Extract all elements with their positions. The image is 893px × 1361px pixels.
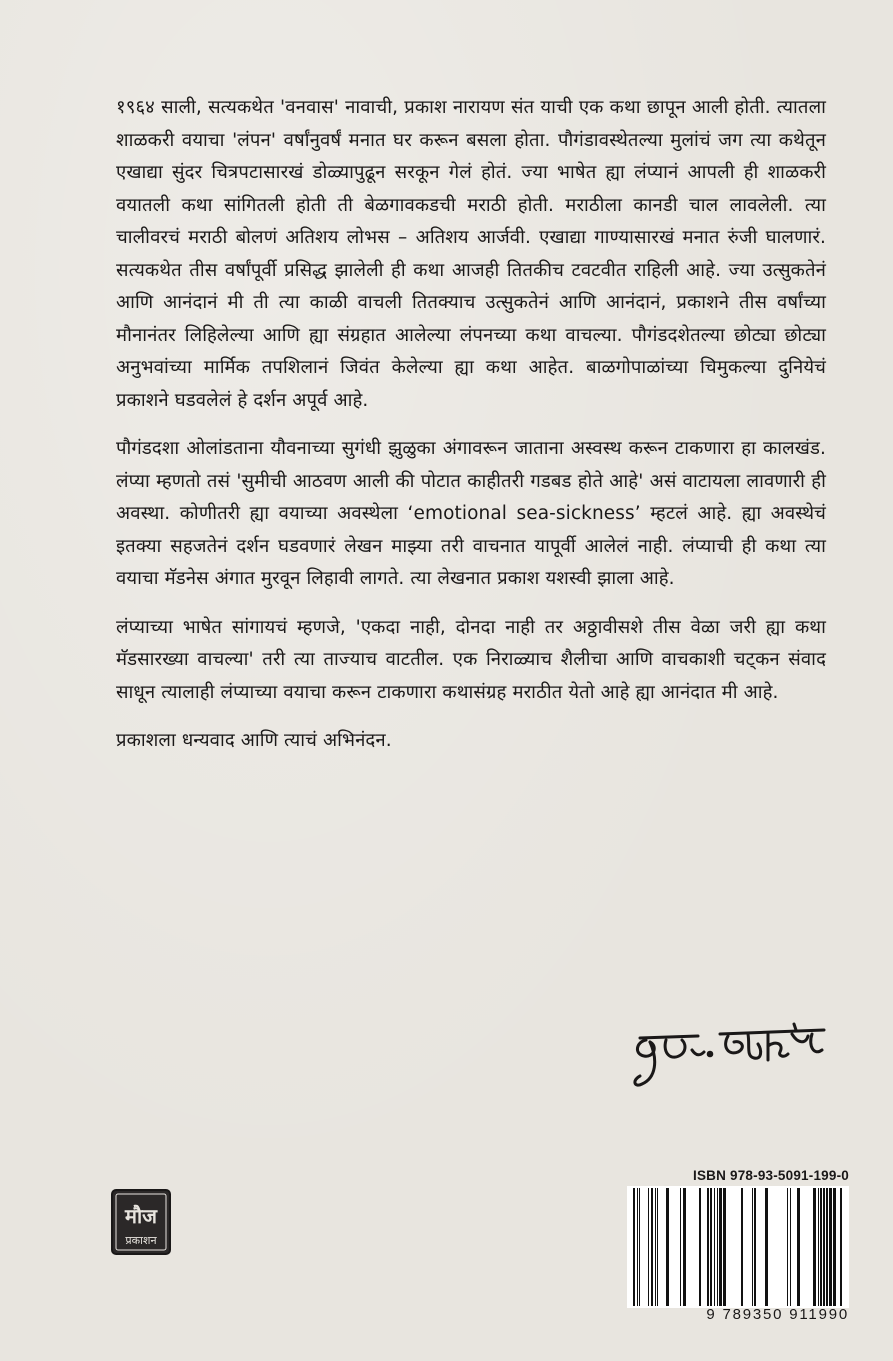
blurb-paragraph-3: लंप्याच्या भाषेत सांगायचं म्हणजे, 'एकदा नाही, दोनदा नाही तर अठ्ठावीसशे तीस वेळा जरी ह्या कथा मॅडसारख्या वाचल्या' तरी त्या ताज्याच वाटतील. एक निराळ्याच शैलीचा आणि वाचकाशी चट्कन संवाद साधून त्यालाही लंप्याच्या वयाचा करून टाकणारा कथासंग्रह मराठीत येतो आहे ह्या आनंदात मी आहे.: [116, 616, 826, 703]
blurb-paragraph-2: पौगंडदशा ओलांडताना यौवनाच्या सुगंधी झुळुका अंगावरून जाताना अस्वस्थ करून टाकणारा हा कालखंड. लंप्या म्हणतो तसं 'सुमीची आठवण आली की पोटात काहीतरी गडबड होते आहे' असं वाटायला लावणारी ही अवस्था. कोणीतरी ह्या वयाच्या अवस्थेला ‘emotional sea-sickness’ म्हटलं आहे. ह्या अवस्थेचं इतक्या सहजतेनं दर्शन घडवणारं लेखन माझ्या तरी वाचनात यापूर्वी आलेलं नाही. लंप्याची ही कथा त्या वयाचा मॅडनेस अंगात मुरवून लिहावी लागते. त्या लेखनात प्रकाश यशस्वी झाला आहे.: [116, 438, 826, 589]
barcode: [627, 1186, 849, 1308]
signature-scribble: [628, 1010, 828, 1092]
publisher-logo-line1: मौज: [125, 1204, 157, 1228]
blurb-paragraph-1: १९६४ साली, सत्यकथेत 'वनवास' नावाची, प्रकाश नारायण संत याची एक कथा छापून आली होती. त्यातला शाळकरी वयाचा 'लंपन' वर्षांनुवर्षं मनात घर करून बसला होता. पौगंडावस्थेतल्या मुलांचं जग त्या कथेतून एखाद्या सुंदर चित्रपटासारखं डोळ्यापुढून सरकून गेलं होतं. ज्या भाषेत ह्या लंप्यानं आपली ही शाळकरी वयातली कथा सांगितली होती ती बेळगावकडची मराठी होती. मराठीला कानडी चाल लावलेली. त्या चालीवरचं मराठी बोलणं अतिशय लोभस – अतिशय आर्जवी. एखाद्या गाण्यासारखं मनात रुंजी घालणारं. सत्यकथेत तीस वर्षांपूर्वी प्रसिद्ध झालेली ही कथा आजही तितकीच टवटवीत राहिली आहे. ज्या उत्सुकतेनं आणि आनंदानं मी ती त्या काळी वाचली तितक्याच उत्सुकतेनं आणि आनंदानं, प्रकाशने तीस वर्षांच्या मौनानंतर लिहिलेल्या आणि ह्या संग्रहात आलेल्या लंपनच्या कथा वाचल्या. पौगंडदशेतल्या छोट्या छोट्या अनुभवांच्या मार्मिक तपशिलानं जिवंत केलेल्या ह्या कथा आहेत. बाळगोपाळांच्या चिमुकल्या दुनियेचं प्रकाशने घडवलेलं हे दर्शन अपूर्व आहे.: [116, 97, 826, 411]
publisher-logo-line2: प्रकाशन: [125, 1234, 157, 1247]
blurb-text: [116, 92, 826, 774]
isbn-barcode-block: [623, 1168, 849, 1328]
publisher-logo: [110, 1188, 172, 1256]
publisher-logo-mark: [110, 1188, 172, 1256]
blurb-paragraph-4: प्रकाशला धन्यवाद आणि त्याचं अभिनंदन.: [116, 730, 392, 751]
isbn-label: ISBN 978-93-5091-199-0: [693, 1168, 849, 1183]
barcode-digits: 9 789350 911990: [706, 1306, 849, 1323]
author-signature: [628, 1010, 828, 1092]
